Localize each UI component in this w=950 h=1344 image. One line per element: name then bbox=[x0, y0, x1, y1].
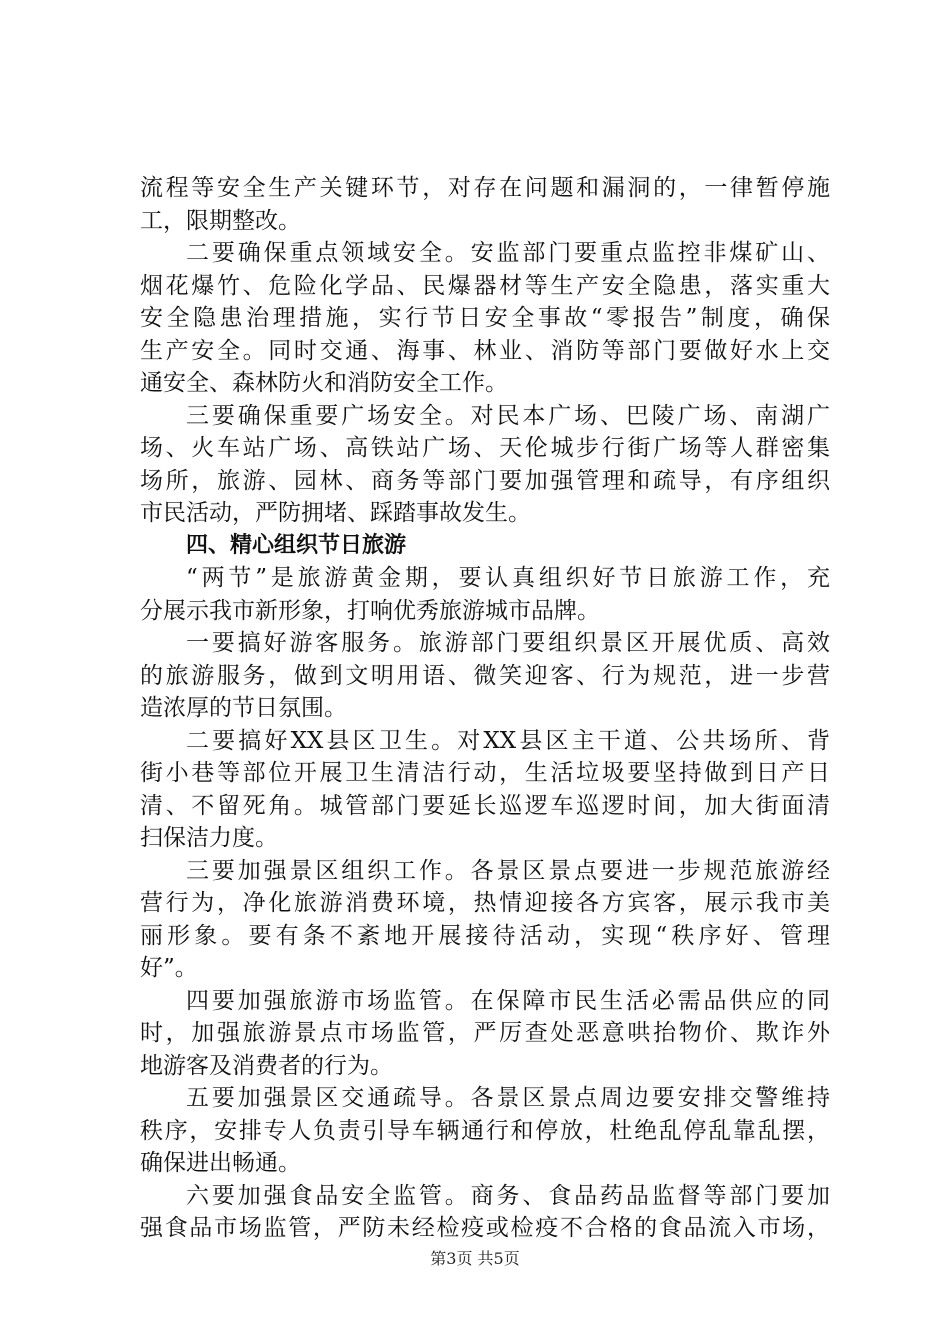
body-line: 秩序，安排专人负责引导车辆通行和停放，杜绝乱停乱靠乱摆， bbox=[140, 1117, 830, 1144]
body-line: 安全隐患治理措施，实行节日安全事故“零报告”制度，确保 bbox=[140, 305, 830, 331]
body-line: 造浓厚的节日氛围。 bbox=[140, 695, 347, 721]
paragraph-start-line: 二要确保重点领域安全。安监部门要重点监控非煤矿山、 bbox=[186, 240, 830, 266]
body-line: 通安全、森林防火和消防安全工作。 bbox=[140, 370, 508, 396]
body-line: 丽形象。要有条不紊地开展接待活动，实现“秩序好、管理 bbox=[140, 922, 830, 949]
body-line: 确保进出畅通。 bbox=[140, 1150, 301, 1176]
body-line: 扫保洁力度。 bbox=[140, 825, 278, 851]
paragraph-start-line: 三要加强景区组织工作。各景区景点要进一步规范旅游经 bbox=[186, 857, 830, 884]
body-line: 工，限期整改。 bbox=[140, 207, 301, 234]
paragraph-start-line: 三要确保重要广场安全。对民本广场、巴陵广场、南湖广 bbox=[186, 402, 830, 429]
paragraph-start-line: 一要搞好游客服务。旅游部门要组织景区开展优质、高效 bbox=[186, 630, 830, 656]
body-line: 营行为，净化旅游消费环境，热情迎接各方宾客，展示我市美 bbox=[140, 890, 830, 916]
body-line: 好”。 bbox=[140, 955, 198, 981]
paragraph-start-line: 六要加强食品安全监管。商务、食品药品监督等部门要加 bbox=[186, 1182, 830, 1209]
body-line: 生产安全。同时交通、海事、林业、消防等部门要做好水上交 bbox=[140, 337, 830, 364]
body-line: 流程等安全生产关键环节，对存在问题和漏洞的，一律暂停施 bbox=[140, 175, 830, 201]
body-line: 市民活动，严防拥堵、踩踏事故发生。 bbox=[140, 500, 531, 526]
body-line: 地游客及消费者的行为。 bbox=[140, 1052, 393, 1079]
paragraph-start-line: “两节”是旅游黄金期，要认真组织好节日旅游工作，充 bbox=[186, 565, 830, 591]
paragraph-start-line: 四要加强旅游市场监管。在保障市民生活必需品供应的同 bbox=[186, 987, 830, 1014]
body-line: 场所，旅游、园林、商务等部门要加强管理和疏导，有序组织 bbox=[140, 467, 830, 494]
section-heading: 四、精心组织节日旅游 bbox=[186, 532, 407, 558]
body-line: 烟花爆竹、危险化学品、民爆器材等生产安全隐患，落实重大 bbox=[140, 272, 830, 299]
body-line: 的旅游服务，做到文明用语、微笑迎客、行为规范，进一步营 bbox=[140, 662, 830, 689]
body-line: 强食品市场监管，严防未经检疫或检疫不合格的食品流入市场， bbox=[140, 1215, 830, 1241]
paragraph-start-line: 五要加强景区交通疏导。各景区景点周边要安排交警维持 bbox=[186, 1085, 830, 1111]
body-line: 时，加强旅游景点市场监管，严厉查处恶意哄抬物价、欺诈外 bbox=[140, 1020, 830, 1046]
paragraph-start-line: 二要搞好XX县区卫生。对XX县区主干道、公共场所、背 bbox=[186, 727, 830, 754]
body-line: 清、不留死角。城管部门要延长巡逻车巡逻时间，加大街面清 bbox=[140, 792, 830, 819]
body-line: 街小巷等部位开展卫生清洁行动，生活垃圾要坚持做到日产日 bbox=[140, 760, 830, 786]
body-line: 分展示我市新形象，打响优秀旅游城市品牌。 bbox=[140, 597, 600, 624]
page-number-footer: 第3页 共5页 bbox=[430, 1249, 520, 1268]
document-body bbox=[140, 172, 830, 1245]
body-line: 场、火车站广场、高铁站广场、天伦城步行街广场等人群密集 bbox=[140, 435, 830, 461]
